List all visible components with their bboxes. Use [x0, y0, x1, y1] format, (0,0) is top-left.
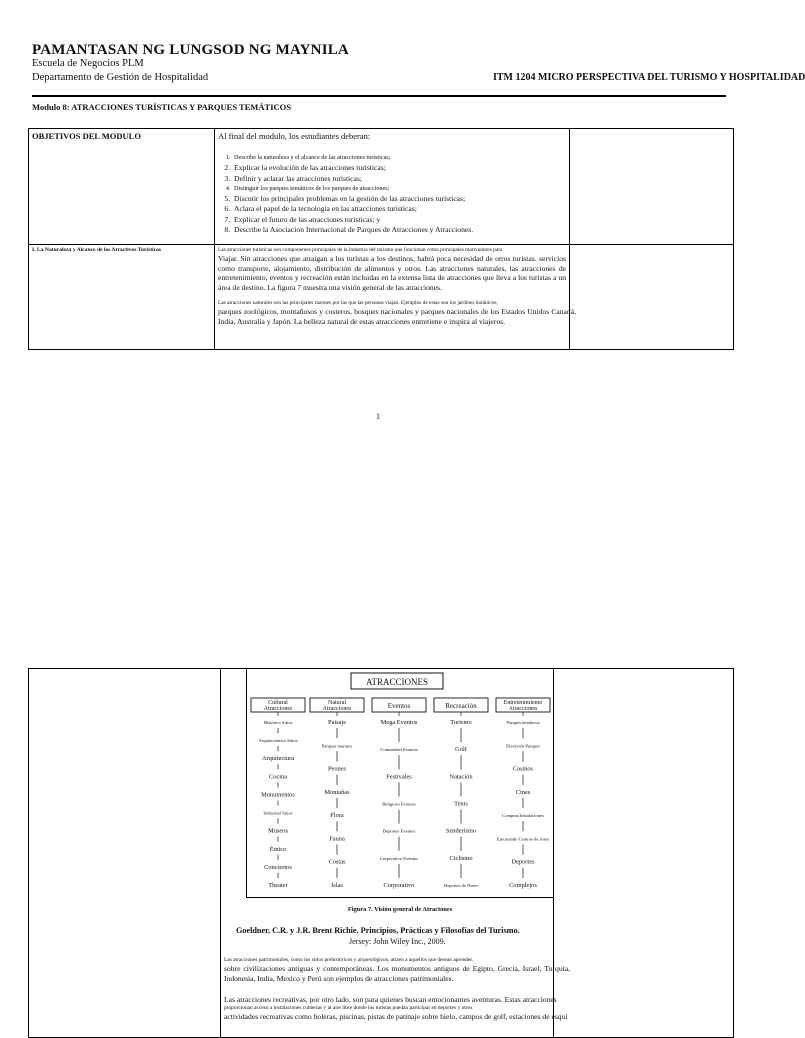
school-name: Escuela de Negocios PLM [32, 58, 144, 69]
category-label: Natural Atracciones [322, 700, 352, 712]
section-line: Las atracciones turísticas son componentes principales de la industria del turismo que funcionan como principales motivadores para [218, 247, 503, 253]
category-item: Industrial Sitios [263, 810, 293, 816]
page-number: 1 [376, 412, 380, 421]
category-item: Deportes Eventos [382, 828, 416, 834]
category-item: Theater [268, 882, 288, 889]
section-paragraph: parques zoológicos, montañosos y costeros, bosques nacionales y parques nacionales de los Estados Unidos Canadá, India, Australia y Japón. La belleza natural de estas atracciones entretiene e inspira al viajeros. [218, 307, 576, 326]
category-label: Eventos [387, 702, 411, 710]
category-item: Comunidad Eventos [380, 747, 418, 753]
section-content-cell [215, 245, 576, 350]
category-item: Casinos [512, 765, 534, 773]
category-item: Ciclismo [449, 854, 473, 862]
category-item: Mega Eventos [380, 719, 418, 726]
objective-item: 4. Distinguir los parques temáticos de los parques de atracciones; [232, 184, 566, 194]
category-item: Religioso Eventos [382, 801, 416, 807]
objective-item: 2. Explicar la evolución de las atracciones turisticas; [232, 163, 566, 173]
heritage-paragraph [224, 957, 570, 983]
category-item: Natación [449, 773, 473, 781]
figure-7 [246, 668, 554, 898]
category-label: Recreación [445, 702, 477, 710]
category-item: Cocina [268, 773, 288, 781]
category-item: Arquitectura [261, 755, 295, 763]
figure-caption: Figura 7. Visión general de Atractones [347, 906, 453, 913]
category-label: Entretenimiento Atracciones [503, 700, 543, 712]
objectives-table [28, 128, 734, 350]
category-item: Cines [515, 788, 531, 796]
recreation-paragraph [224, 995, 588, 1021]
objective-item: 1. Describe la naturaleza y el alcance de las atracciones turísticas; [232, 153, 566, 163]
category-item: Peones [327, 765, 347, 773]
paragraph-line: Las atracciones patrimoniales, como los sitios prehistóricos y arqueológicos, atraen a aquellos que desean aprender. [224, 957, 474, 963]
category-item: Diversión Parques [506, 743, 540, 749]
empty-cell [554, 669, 734, 1038]
category-item: Paisaje [327, 719, 347, 726]
objective-item: 8. Describe la Asociacion Internacional de Parques de Atracciones y Atracciones. [232, 225, 566, 235]
category-columns [251, 698, 550, 889]
category-label: Cultural Atracciones [263, 700, 293, 712]
objective-item: 3. Definir y aclarar las atracciones turisticas; [232, 174, 566, 184]
objectives-content-cell [215, 129, 570, 245]
objective-item: 7. Explicar el futuro de las atracciones turisticas; y [232, 215, 566, 225]
category-item: Turismo [450, 719, 472, 726]
objective-item: 6. Aclara el papel de la tecnologia en las atracciones turisticas; [232, 204, 566, 214]
paragraph-line: Las atracciones recreativas, por otro lado, son para quienes buscan emocionantes aventuras. Estas atracciones [224, 995, 557, 1004]
category-item: Parques temáticos [506, 720, 540, 725]
category-item: Costas [328, 858, 346, 866]
objectives-list [218, 153, 566, 235]
category-item: Deportes de Nieve [443, 883, 479, 888]
course-title: ITM 1204 MICRO PERSPECTIVA DEL TURISMO Y HOSPITALIDAD [493, 72, 805, 83]
objective-item: 5. Discutir los principales problemas en la gestión de las atracciones turísticas; [232, 194, 566, 204]
attractions-diagram [247, 669, 553, 897]
objectives-intro: Al final del modulo, los estudiantes deberan: [218, 131, 371, 141]
empty-cell [29, 669, 221, 1038]
category-item: Histórico Sitios [263, 720, 293, 725]
header-divider [32, 95, 726, 97]
category-item: Flora [330, 812, 344, 820]
top-label: ATRACCIONES [365, 677, 429, 687]
category-item: Deportes [511, 858, 535, 866]
category-item: Senderismo [445, 827, 477, 835]
category-item: Étnico [269, 845, 287, 853]
category-item: Ejecutando Centros de Artes [496, 836, 550, 842]
empty-cell [570, 129, 734, 245]
paragraph-line: proporcionan acceso a instalaciones cubiertas y al aire libre donde los turistas puedan participar en deportes y otros [224, 1004, 473, 1011]
category-item: Corporativo Eventos [379, 855, 419, 861]
category-item: Corporativo [383, 882, 415, 889]
paragraph-line: actividades recreativas como boleras, piscinas, pistas de patinaje sobre hielo, campos de golf, estaciones de esquí [224, 1011, 568, 1021]
category-item: Arquitectónico Sitios [258, 738, 298, 744]
category-item: Golf [455, 746, 467, 754]
objectives-heading-cell [29, 129, 215, 245]
category-item: Monumentos [261, 791, 295, 799]
section-paragraph: Viajar. Sin atracciones que atraigan a los turistas a los destinos, habrá poca necesidad de otros turistas. servicios como transporte, alojamiento, distribución de alimentos y otros. Las atracciones naturales, las atracciones de entretenimiento, eventos y recreación están incluidas en la extensa lista de atracciones que lleva a los turistas a un área de destino. La figura 7 muestra una visión general de las atracciones. [218, 254, 566, 292]
objectives-heading: OBJETIVOS DEL MODULO [32, 131, 141, 141]
section-title-cell [29, 245, 215, 350]
citation-line: Goeldner, C.R. y J.R. Brent Richie. Principios, Prácticas y Filosofías del Turismo. [236, 926, 520, 935]
figure-frame [246, 668, 554, 898]
category-item: Fauna [329, 835, 345, 843]
section-line: Las atracciones naturales son las principales razones por las que las personas viajan. Ejemplos de estas son los jardines botánicos, [218, 300, 498, 307]
category-item: Montañas [324, 788, 350, 796]
paragraph-body: sobre civilizaciones antiguas y contemporáneas. Los monumentos antiguos de Egipto, Grecia, Israel, Turquía, Indonesia, India, Mexico y Perú son ejemplos de atracciones patrimoniales. [224, 964, 570, 983]
category-item: Festivales [386, 773, 412, 781]
empty-cell [570, 245, 734, 350]
category-item: Compras Instalaciones [502, 813, 544, 819]
category-item: Tenis [454, 800, 468, 808]
module-title: Modulo 8: ATRACCIONES TURÍSTICAS Y PARQUES TEMÁTICOS [32, 102, 291, 112]
category-item: Museos [268, 827, 288, 835]
category-item: Parques marinos [321, 743, 353, 749]
department-name: Departamento de Gestión de Hospitalidad [32, 72, 209, 83]
section-title: I. La Naturaleza y Alcance de los Atractivos Turísticos [32, 247, 162, 253]
category-item: Conciertos [264, 863, 292, 871]
university-name: PAMANTASAN NG LUNGSOD NG MAYNILA [32, 42, 349, 58]
category-item: Islas [331, 882, 343, 889]
category-item: Complejos [509, 882, 537, 889]
citation-line: Jersey: John Wiley Inc., 2009. [349, 937, 446, 946]
